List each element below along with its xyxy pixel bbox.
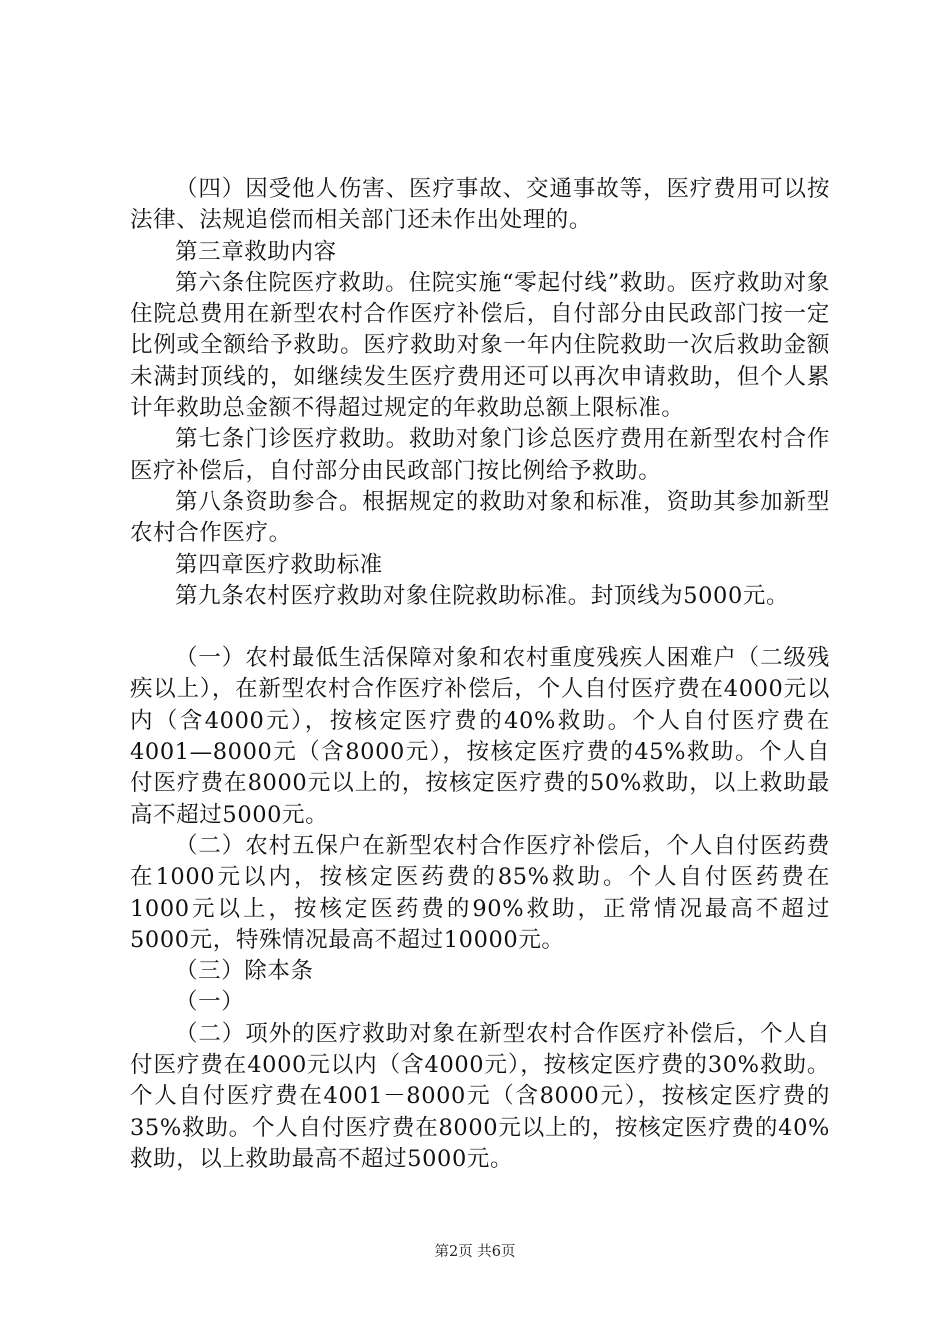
article-9-clause-1: （一）农村最低生活保障对象和农村重度残疾人困难户（二级残疾以上），在新型农村合作医疗补偿后，个人自付医疗费在4000元以内（含4000元），按核定医疗费的40%救助。个人自付医疗费在4001—8000元（含8000元），按核定医疗费的45%救助。个人自付医疗费在8000元以上的，按核定医疗费的50%救助，以上救助最高不超过5000元。 — [130, 645, 830, 828]
article-9-clause-3-ref-1: （一） — [175, 989, 245, 1016]
paragraph-item-4: （四）因受他人伤害、医疗事故、交通事故等，医疗费用可以按法律、法规追偿而相关部门还未作出处理的。 — [130, 176, 830, 234]
article-9-clause-3: （三）除本条 — [175, 958, 314, 985]
document-body — [130, 174, 830, 1175]
article-8-paragraph: 第八条资助参合。根据规定的救助对象和标准，资助其参加新型农村合作医疗。 — [130, 488, 830, 547]
page-footer: 第2页 共6页 — [434, 1244, 516, 1260]
chapter-3-heading: 第三章救助内容 — [175, 238, 337, 265]
chapter-4-heading: 第四章医疗救助标准 — [175, 551, 383, 578]
article-9-clause-2: （二）农村五保户在新型农村合作医疗补偿后，个人自付医药费在1000元以内，按核定医药费的85%救助。个人自付医药费在1000元以上，按核定医药费的90%救助，正常情况最高不超过5000元，特殊情况最高不超过10000元。 — [130, 832, 830, 953]
article-9-paragraph: 第九条农村医疗救助对象住院救助标准。封顶线为5000元。 — [175, 582, 790, 609]
article-7-paragraph: 第七条门诊医疗救助。救助对象门诊总医疗费用在新型农村合作医疗补偿后，自付部分由民政部门按比例给予救助。 — [130, 426, 830, 484]
article-6-paragraph: 第六条住院医疗救助。住院实施“零起付线”救助。医疗救助对象住院总费用在新型农村合作医疗补偿后，自付部分由民政部门按一定比例或全额给予救助。医疗救助对象一年内住院救助一次后救助金额未满封顶线的，如继续发生医疗费用还可以再次申请救助，但个人累计年救助总金额不得超过规定的年救助总额上限标准。 — [130, 269, 830, 422]
article-9-clause-3-ref-2: （二）项外的医疗救助对象在新型农村合作医疗补偿后，个人自付医疗费在4000元以内（含4000元），按核定医疗费的30%救助。个人自付医疗费在4001－8000元（含8000元），按核定医疗费的35%救助。个人自付医疗费在8000元以上的，按核定医疗费的40%救助，以上救助最高不超过5000元。 — [130, 1020, 830, 1172]
